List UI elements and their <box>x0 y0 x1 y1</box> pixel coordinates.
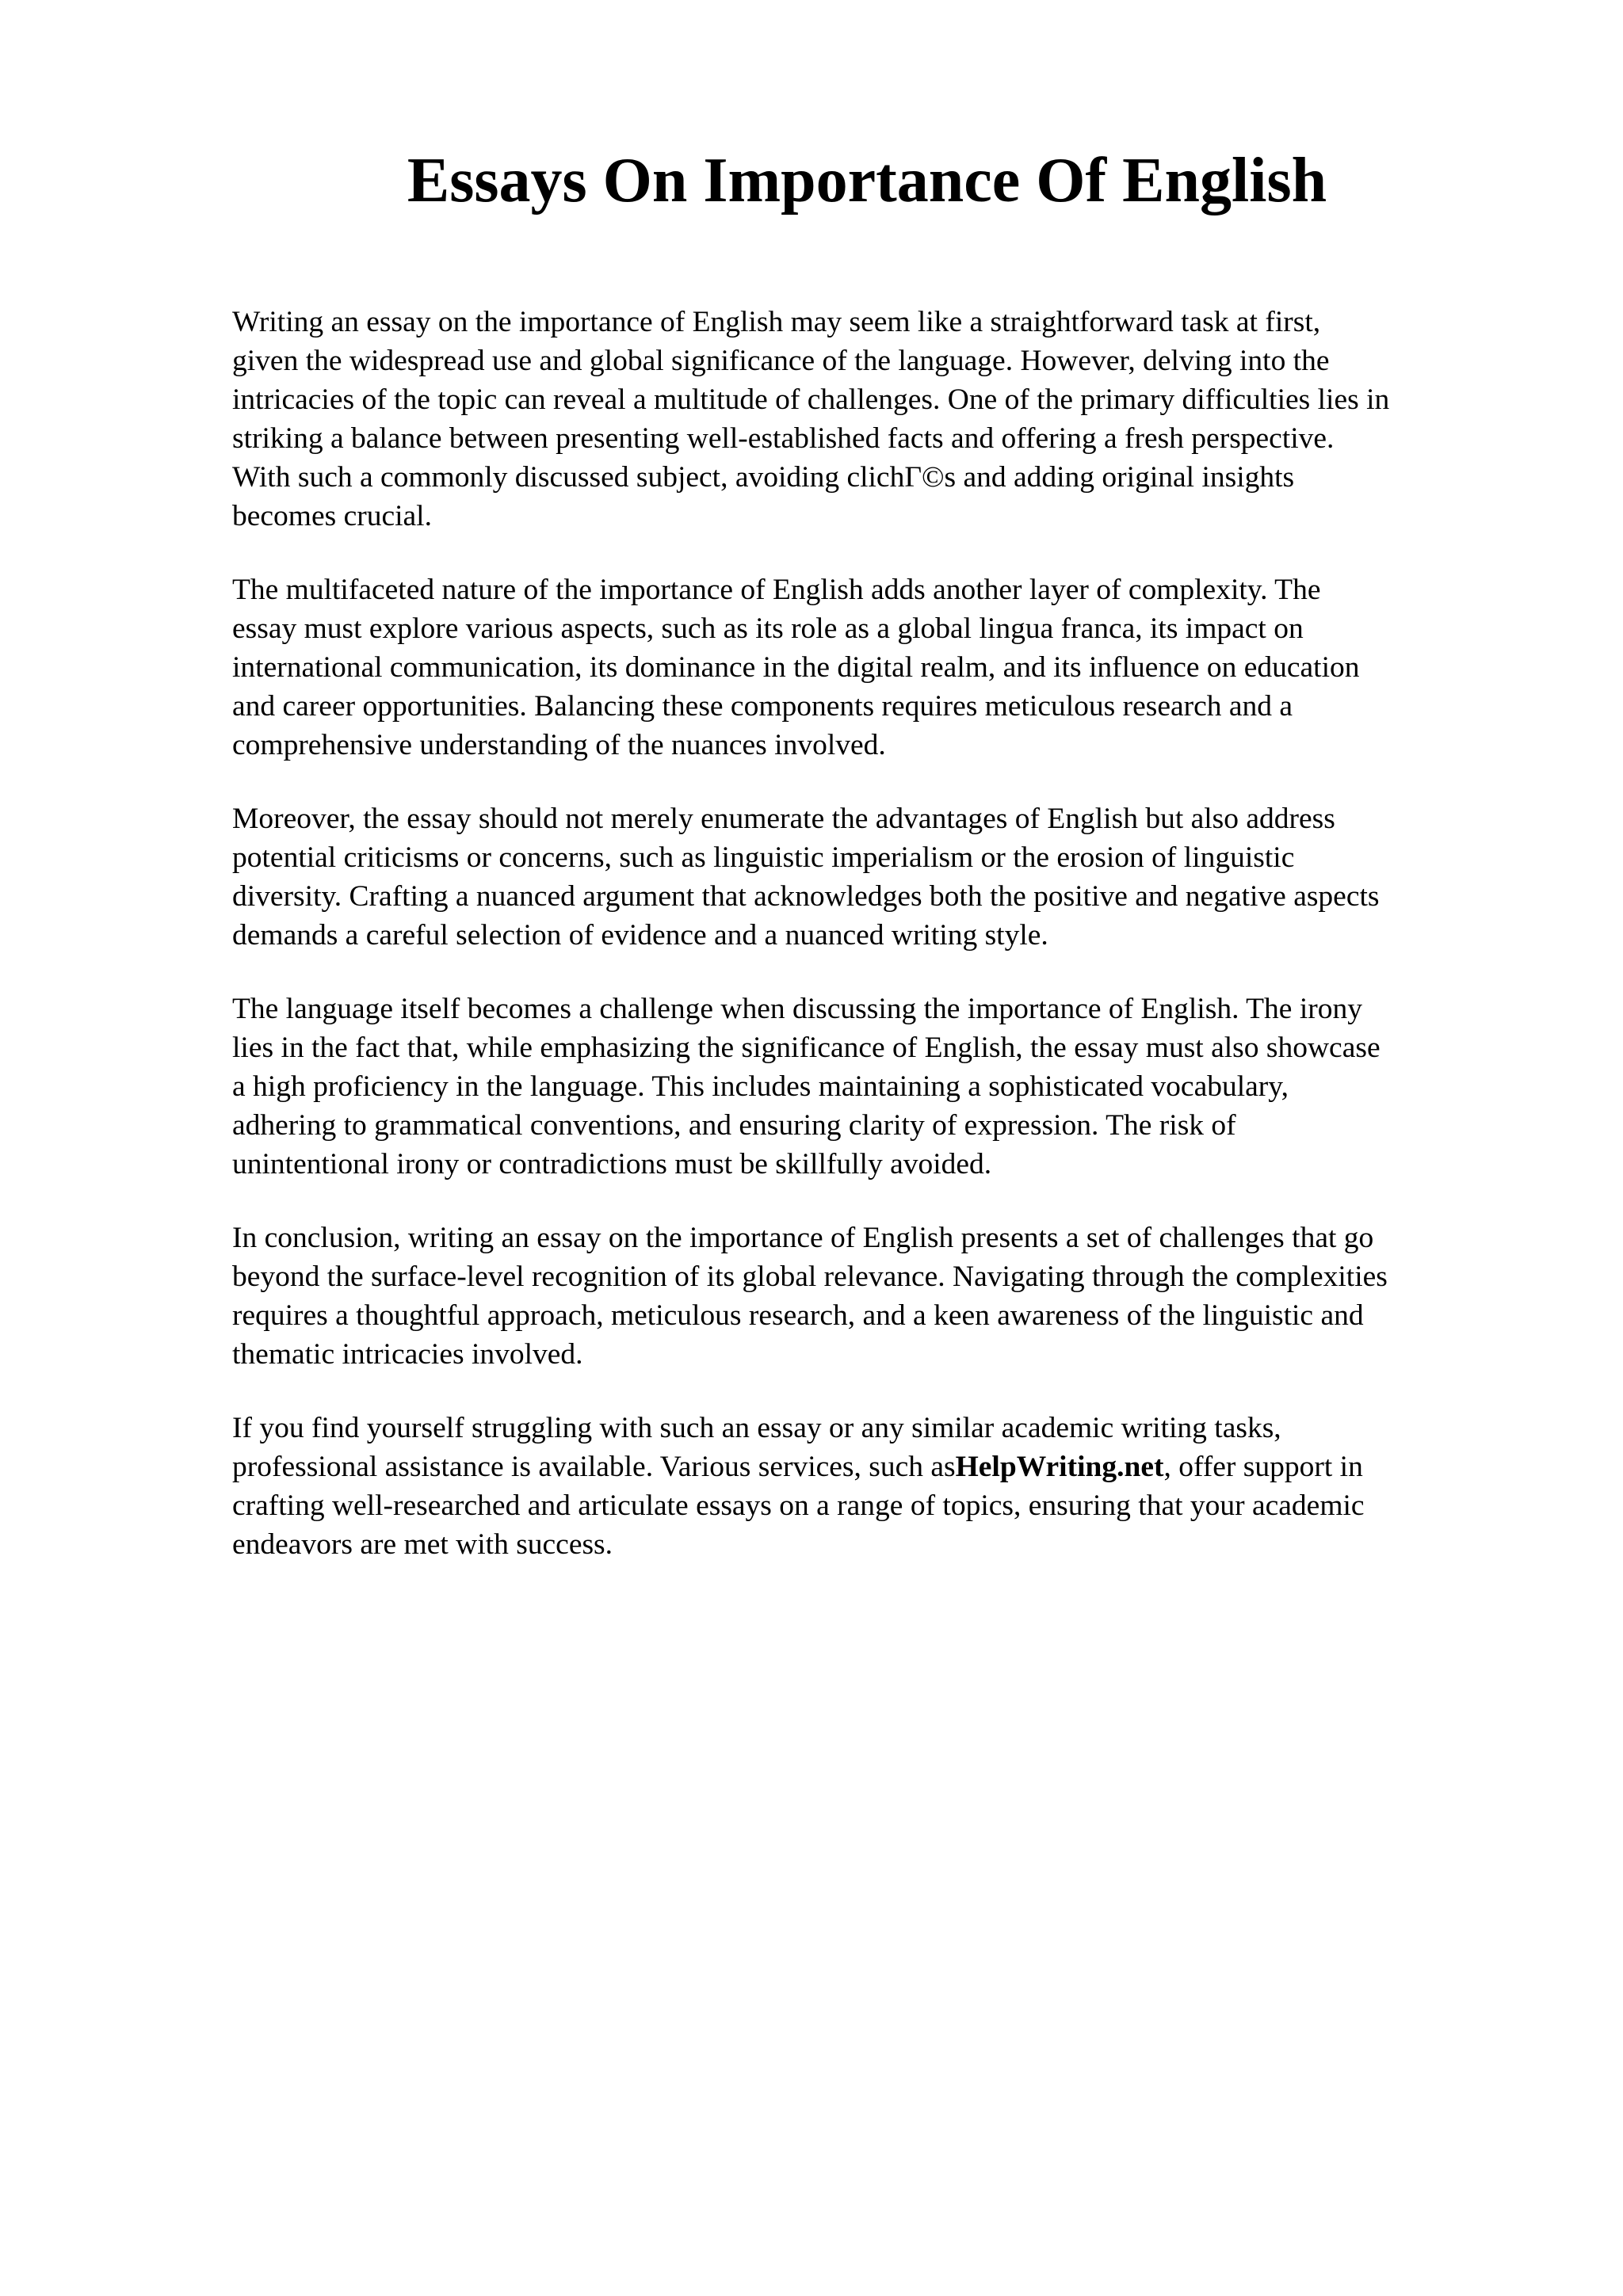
text-line: thematic intricacies involved. <box>232 1338 583 1371</box>
text-line: The multifaceted nature of the importance of English adds another layer of complexity. The <box>232 574 1321 606</box>
text-line: With such a commonly discussed subject, avoiding clichΓ©s and adding original insights <box>232 461 1295 494</box>
text-line: potential criticisms or concerns, such as linguistic imperialism or the erosion of linguistic <box>232 841 1295 874</box>
text-line: adhering to grammatical conventions, and ensuring clarity of expression. The risk of <box>232 1109 1236 1142</box>
text-line: Moreover, the essay should not merely enumerate the advantages of English but also address <box>232 803 1335 835</box>
paragraph-1 <box>232 303 1532 536</box>
paragraph-4 <box>232 990 1532 1184</box>
text-line: essay must explore various aspects, such as its role as a global lingua franca, its impact on <box>232 612 1304 645</box>
text-line: becomes crucial. <box>232 500 432 532</box>
text-line: unintentional irony or contradictions must be skillfully avoided. <box>232 1148 992 1180</box>
text-line: comprehensive understanding of the nuances involved. <box>232 729 886 761</box>
page-title: Essays On Importance Of English <box>407 146 1327 215</box>
text-line: The language itself becomes a challenge when discussing the importance of English. The irony <box>232 993 1362 1025</box>
text-line: and career opportunities. Balancing these components requires meticulous research and a <box>232 690 1293 723</box>
paragraph-2 <box>232 570 1532 765</box>
text-line: If you find yourself struggling with such an essay or any similar academic writing tasks, <box>232 1412 1281 1444</box>
text-line: a high proficiency in the language. This includes maintaining a sophisticated vocabulary, <box>232 1070 1289 1103</box>
paragraph-5 <box>232 1219 1532 1374</box>
text-line: endeavors are met with success. <box>232 1528 613 1561</box>
text-line: demands a careful selection of evidence and a nuanced writing style. <box>232 919 1048 952</box>
text-line: lies in the fact that, while emphasizing the significance of English, the essay must also showcase <box>232 1032 1381 1064</box>
text-line: beyond the surface-level recognition of its global relevance. Navigating through the complexities <box>232 1261 1388 1293</box>
text-line: In conclusion, writing an essay on the importance of English presents a set of challenges that go <box>232 1222 1374 1254</box>
text-line: given the widespread use and global significance of the language. However, delving into the <box>232 345 1330 377</box>
text-line: requires a thoughtful approach, meticulous research, and a keen awareness of the linguistic and <box>232 1299 1364 1332</box>
paragraph-3 <box>232 799 1532 955</box>
text-segment: professional assistance is available. Various services, such as <box>232 1451 956 1483</box>
helpwriting-link[interactable]: HelpWriting.net <box>955 1451 1164 1483</box>
closing-paragraph <box>232 1409 1532 1564</box>
text-line: striking a balance between presenting well-established facts and offering a fresh perspective. <box>232 422 1335 455</box>
text-line: diversity. Crafting a nuanced argument that acknowledges both the positive and negative aspects <box>232 880 1380 913</box>
text-line: Writing an essay on the importance of English may seem like a straightforward task at first, <box>232 306 1321 338</box>
text-line: crafting well-researched and articulate essays on a range of topics, ensuring that your academic <box>232 1489 1365 1522</box>
text-line: international communication, its dominance in the digital realm, and its influence on education <box>232 651 1360 684</box>
text-line: intricacies of the topic can reveal a multitude of challenges. One of the primary difficulties lies in <box>232 383 1390 416</box>
text-segment: , offer support in <box>1163 1451 1363 1483</box>
essay-body <box>232 303 1532 1599</box>
text-line-with-link <box>232 1447 1532 1486</box>
